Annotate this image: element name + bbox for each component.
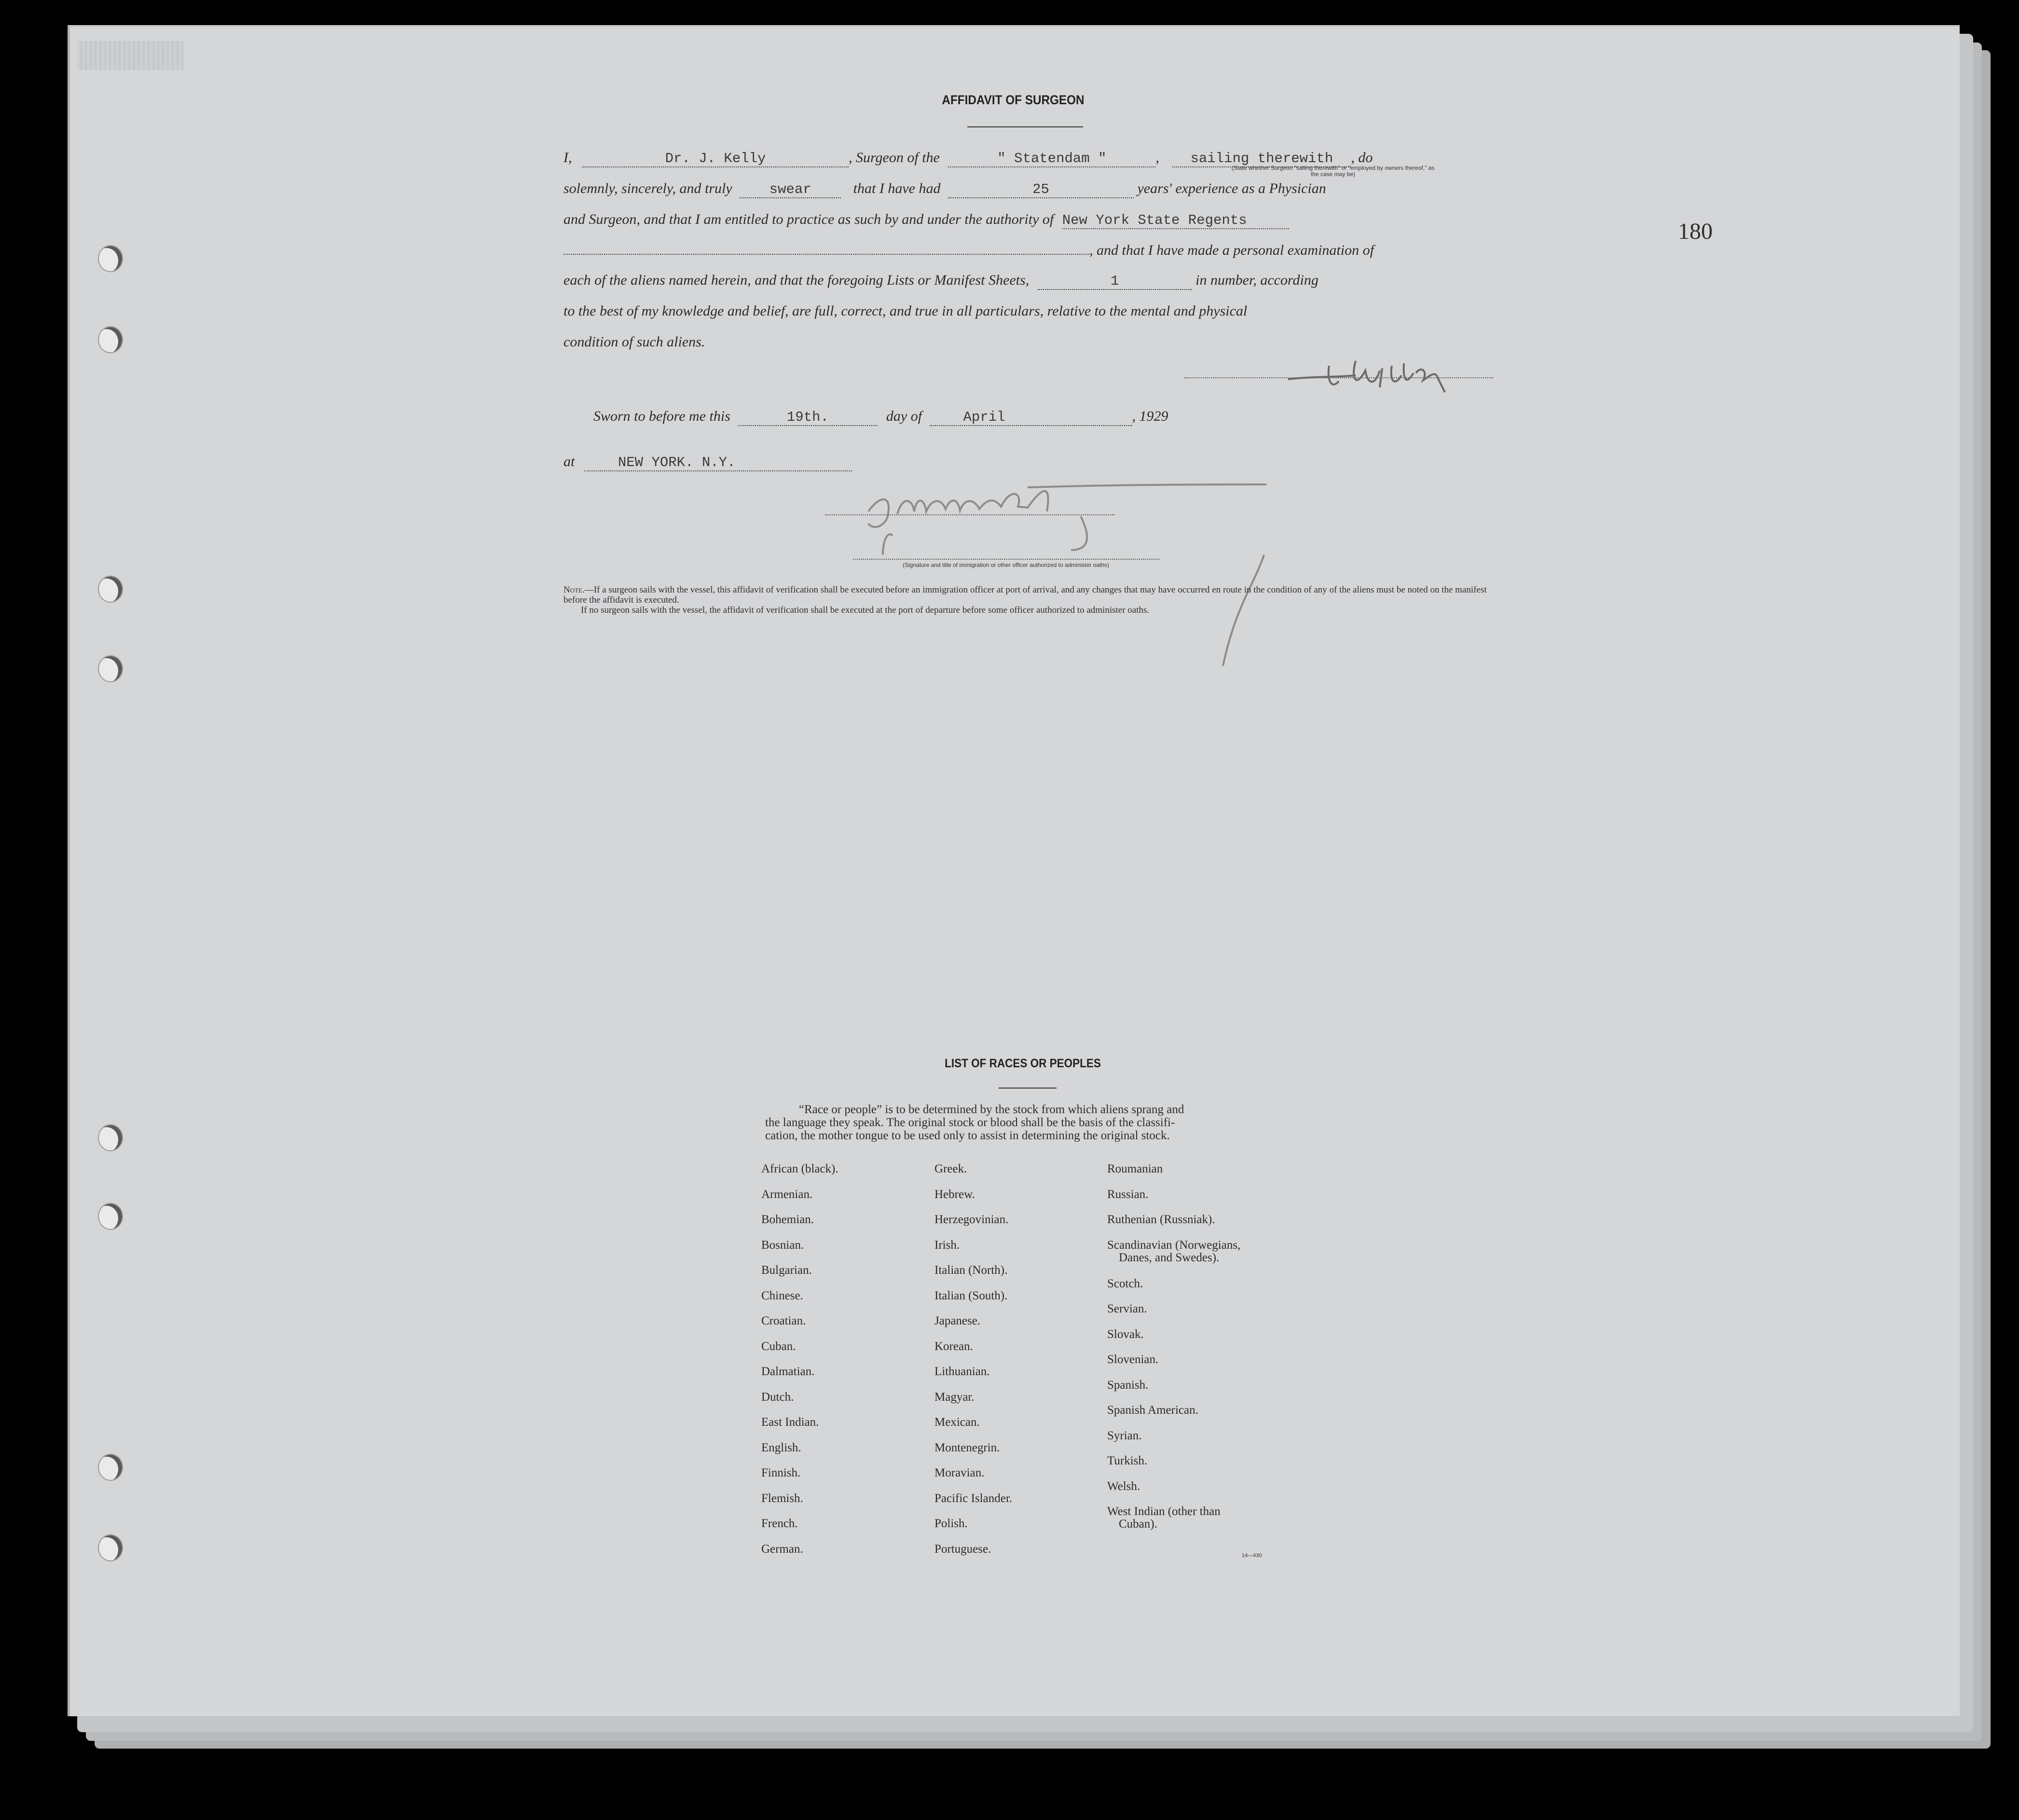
binder-hole-icon — [99, 577, 122, 602]
place-line — [563, 454, 1495, 471]
race-item: Portuguese. — [934, 1542, 991, 1556]
binder-hole-icon — [99, 656, 122, 681]
note-paragraph-1 — [563, 585, 1499, 605]
race-item — [1107, 1505, 1281, 1544]
race-item: Dalmatian. — [761, 1365, 815, 1378]
line2-mid: that I have had — [853, 180, 941, 196]
race-item-line: Scandinavian (Norwegians, — [1107, 1238, 1241, 1252]
place-field: NEW YORK. N.Y. — [584, 455, 852, 471]
race-item: Magyar. — [934, 1390, 975, 1404]
race-item: French. — [761, 1517, 798, 1530]
line1-suffix: , do — [1351, 150, 1373, 165]
binder-hole-icon — [99, 1535, 122, 1560]
race-item: Spanish. — [1107, 1378, 1149, 1392]
sworn-mid: day of — [886, 408, 922, 424]
line4-suffix: , and that I have made a personal examination of — [1089, 242, 1374, 258]
sailing-note: (State whether Surgeon "sailing therewith" or "employed by owners thereof," as the case may be) — [1231, 165, 1435, 178]
race-item: Scotch. — [1107, 1277, 1143, 1290]
sworn-year: 29 — [1154, 408, 1168, 424]
vessel-name-field: " Statendam " — [948, 151, 1155, 167]
race-item: Montenegrin. — [934, 1441, 1000, 1454]
note-line-2: If no surgeon sails with the vessel, the affidavit of verification shall be executed at the port of departure before some officer authorized to administer oaths. — [581, 605, 1150, 615]
note-line-1: —If a surgeon sails with the vessel, this affidavit of verification shall be executed before an immigration officer at port of arrival, and any changes that may have occurred en route in the condition of any of the aliens must be noted on the manifest before the affidavit is executed. — [563, 585, 1487, 605]
binder-hole-icon — [99, 246, 122, 271]
note-lead: Note. — [563, 585, 585, 595]
race-item: Turkish. — [1107, 1454, 1148, 1467]
race-item: Cuban. — [761, 1339, 796, 1353]
race-item: Pacific Islander. — [934, 1491, 1013, 1505]
affidavit-line-2 — [563, 180, 1495, 198]
race-item: Croatian. — [761, 1314, 806, 1327]
race-item: Bosnian. — [761, 1238, 804, 1252]
race-item: English. — [761, 1441, 801, 1454]
race-item: Moravian. — [934, 1466, 985, 1479]
races-title: LIST OF RACES OR PEOPLES — [945, 1057, 1101, 1070]
race-item: Greek. — [934, 1162, 967, 1175]
races-column-1 — [761, 1163, 935, 1568]
race-item: Italian (South). — [934, 1289, 1008, 1302]
line1-comma: , — [1155, 150, 1159, 165]
race-item: Hebrew. — [934, 1187, 975, 1201]
line5-prefix: each of the aliens named herein, and that the foregoing Lists or Manifest Sheets, — [563, 272, 1030, 288]
officer-caption: (Signature and title of immigration or other officer authorized to administer oaths) — [903, 562, 1109, 568]
races-column-3 — [1107, 1163, 1281, 1544]
binder-hole-icon — [99, 1455, 122, 1480]
race-item: East Indian. — [761, 1416, 819, 1429]
race-item: African (black). — [761, 1162, 838, 1175]
line3-prefix: and Surgeon, and that I am entitled to practice as such by and under the authority of — [563, 211, 1054, 227]
place-prefix: at — [563, 454, 575, 469]
races-column-2 — [934, 1163, 1108, 1568]
race-item: German. — [761, 1542, 803, 1556]
race-item: Ruthenian (Russniak). — [1107, 1213, 1215, 1226]
race-item: Servian. — [1107, 1302, 1147, 1315]
oath-field: swear — [740, 181, 841, 198]
sailing-status-field: sailing therewith — [1172, 151, 1351, 167]
line1-prefix: I, — [563, 150, 572, 165]
race-item: Slovenian. — [1107, 1353, 1159, 1366]
races-intro-line-2: the language they speak. The original stock or blood shall be the basis of the classifi- — [765, 1116, 1175, 1129]
line5-suffix: in number, according — [1195, 272, 1319, 288]
race-item: Finnish. — [761, 1466, 801, 1479]
races-intro — [765, 1103, 1277, 1142]
title-underline — [967, 126, 1083, 127]
race-item: Spanish American. — [1107, 1404, 1198, 1417]
officer-caption-line — [853, 559, 1159, 560]
officer-signature-line — [825, 514, 1114, 515]
authority-field-continued — [563, 254, 1089, 255]
binder-hole-icon — [99, 1125, 122, 1150]
race-item-line: West Indian (other than — [1107, 1505, 1221, 1518]
affidavit-line-3 — [563, 211, 1495, 229]
races-intro-line-3: cation, the mother tongue to be used only to assist in determining the original stock. — [765, 1129, 1170, 1142]
race-item-continuation: Danes, and Swedes). — [1119, 1251, 1220, 1264]
line2-suffix: years' experience as a Physician — [1137, 180, 1326, 196]
line1-surgeon-of: , Surgeon of the — [849, 150, 940, 165]
race-item: Polish. — [934, 1517, 968, 1530]
affidavit-line-4 — [563, 242, 1495, 259]
race-item: Korean. — [934, 1339, 973, 1353]
race-item: Herzegovinian. — [934, 1213, 1009, 1226]
race-item: Lithuanian. — [934, 1365, 990, 1378]
race-item: Irish. — [934, 1238, 960, 1252]
race-item: Italian (North). — [934, 1264, 1008, 1277]
race-item-continuation: Cuban). — [1119, 1517, 1157, 1530]
authority-field: New York State Regents — [1062, 212, 1289, 229]
manifest-sheets-field: 1 — [1038, 273, 1192, 290]
race-item: Armenian. — [761, 1187, 813, 1201]
race-item: Bulgarian. — [761, 1264, 812, 1277]
torn-edge — [77, 41, 183, 70]
race-item: Roumanian — [1107, 1162, 1163, 1175]
officer-signature — [820, 478, 1278, 671]
race-item: Japanese. — [934, 1314, 981, 1327]
affidavit-note — [563, 585, 1499, 615]
affidavit-line-7: condition of such aliens. — [563, 334, 705, 350]
race-item: Welsh. — [1107, 1479, 1140, 1493]
form-code: 14—430 — [1242, 1553, 1262, 1558]
race-item: Syrian. — [1107, 1429, 1142, 1442]
race-item: Dutch. — [761, 1390, 794, 1404]
surgeon-signature — [1283, 351, 1505, 404]
race-item — [1107, 1239, 1281, 1278]
years-experience-field: 25 — [948, 181, 1134, 198]
race-item: Russian. — [1107, 1187, 1149, 1201]
line2-prefix: solemnly, sincerely, and truly — [563, 180, 732, 196]
sworn-month-field: April — [930, 409, 1132, 426]
sworn-line — [593, 408, 1525, 426]
races-title-underline — [999, 1088, 1057, 1089]
race-item: Mexican. — [934, 1416, 980, 1429]
race-item: Flemish. — [761, 1491, 803, 1505]
sworn-day-field: 19th. — [738, 409, 878, 426]
binder-hole-icon — [99, 327, 122, 352]
affidavit-line-5 — [563, 272, 1495, 290]
page-number: 180 — [1678, 219, 1713, 244]
affidavit-line-6: to the best of my knowledge and belief, are full, correct, and true in all particulars, relative to the mental and physical — [563, 303, 1248, 319]
race-item: Slovak. — [1107, 1327, 1144, 1341]
races-intro-line-1: “Race or people” is to be determined by the stock from which aliens sprang and — [799, 1103, 1184, 1116]
race-item: Chinese. — [761, 1289, 803, 1302]
race-item: Bohemian. — [761, 1213, 814, 1226]
binder-hole-icon — [99, 1204, 122, 1229]
surgeon-name-field: Dr. J. Kelly — [582, 151, 849, 167]
sworn-prefix: Sworn to before me this — [593, 408, 730, 424]
affidavit-title: AFFIDAVIT OF SURGEON — [942, 93, 1085, 107]
sworn-year-prefix: , 19 — [1132, 408, 1154, 424]
